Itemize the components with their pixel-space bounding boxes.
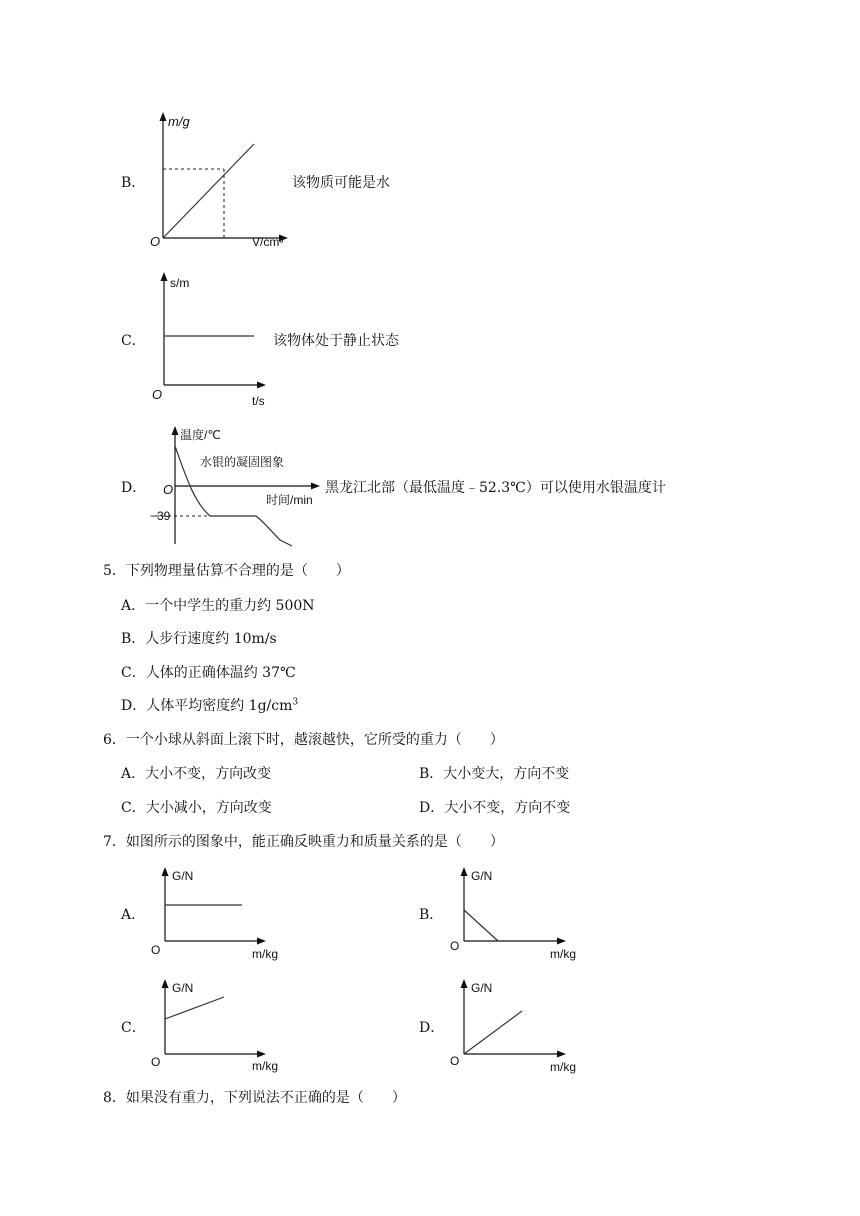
q7-option-c-letter: C．	[121, 1020, 146, 1036]
q7-d-y-axis-label: G/N	[471, 981, 493, 995]
q4-d-graph	[146, 422, 326, 548]
q7-a-graph	[148, 865, 298, 965]
q4-option-c-letter: C．	[121, 333, 146, 349]
q7-a-origin-label: O	[151, 943, 161, 957]
q8-stem: 8．如果没有重力，下列说法不正确的是（ ）	[103, 1090, 406, 1106]
q7-c-origin-label: O	[151, 1055, 161, 1069]
q4-d-y-axis-label: 温度/℃	[180, 428, 221, 442]
q7-a-y-axis-label: G/N	[172, 869, 194, 883]
q6-option-b: B．大小变大，方向不变	[419, 766, 570, 782]
q4-d-origin-label: O	[163, 482, 174, 497]
q7-d-x-axis-label: m/kg	[550, 1060, 577, 1074]
q7-b-y-axis-label: G/N	[471, 869, 493, 883]
q4-c-origin-label: O	[152, 387, 163, 402]
q5-option-b: B．人步行速度约 10m/s	[121, 631, 277, 647]
q7-d-graph	[446, 975, 596, 1075]
q7-d-origin-label: O	[450, 1054, 460, 1068]
q4-option-b-letter: B．	[121, 175, 146, 191]
q4-d-x-axis-label: 时间/min	[266, 493, 313, 507]
q4-option-d-letter: D．	[121, 480, 147, 496]
q5-option-a: A．一个中学生的重力约 500N	[121, 598, 315, 614]
q7-c-x-axis-label: m/kg	[252, 1059, 279, 1073]
q7-stem: 7．如图所示的图象中，能正确反映重力和质量关系的是（ ）	[103, 834, 504, 850]
q5-stem: 5．下列物理量估算不合理的是（ ）	[103, 563, 350, 579]
q6-option-a: A．大小不变，方向改变	[121, 766, 272, 782]
q7-b-x-axis-label: m/kg	[550, 947, 577, 961]
q4-b-y-axis-label: m/g	[168, 114, 190, 129]
q7-a-x-axis-label: m/kg	[252, 947, 279, 961]
q5-option-d-text: D．人体平均密度约 1g/cm	[121, 698, 293, 714]
q4-d-graph-title: 水银的凝固图象	[200, 455, 285, 469]
q4-b-graph	[140, 110, 310, 250]
q5-option-d-sup: 3	[292, 697, 299, 708]
q4-c-y-axis-label: s/m	[170, 276, 190, 290]
q6-option-d: D．大小不变，方向不变	[419, 800, 571, 816]
q4-option-b-desc: 该物质可能是水	[292, 175, 390, 191]
q7-option-b-letter: B．	[419, 907, 444, 923]
q7-option-a-letter: A．	[121, 907, 146, 923]
q4-c-graph	[140, 270, 290, 410]
q4-b-origin-label: O	[150, 234, 161, 249]
q7-c-y-axis-label: G/N	[172, 981, 194, 995]
q6-stem: 6．一个小球从斜面上滚下时，越滚越快，它所受的重力（ ）	[103, 732, 504, 748]
q4-d-tick-label: −39	[150, 509, 171, 523]
q7-b-origin-label: O	[450, 939, 460, 953]
q7-option-d-letter: D．	[419, 1020, 445, 1036]
q6-option-c: C．大小减小，方向改变	[121, 800, 272, 816]
q5-option-c: C．人体的正确体温约 37℃	[121, 665, 296, 681]
q4-b-x-axis-label: V/cm³	[252, 235, 284, 249]
q7-b-graph	[446, 865, 596, 965]
q5-option-d	[121, 697, 298, 715]
q4-c-x-axis-label: t/s	[252, 394, 265, 408]
q7-c-graph	[148, 975, 298, 1075]
q4-option-c-desc: 该物体处于静止状态	[273, 333, 399, 349]
q4-option-d-desc: 黑龙江北部（最低温度﹣52.3℃）可以使用水银温度计	[325, 480, 666, 496]
